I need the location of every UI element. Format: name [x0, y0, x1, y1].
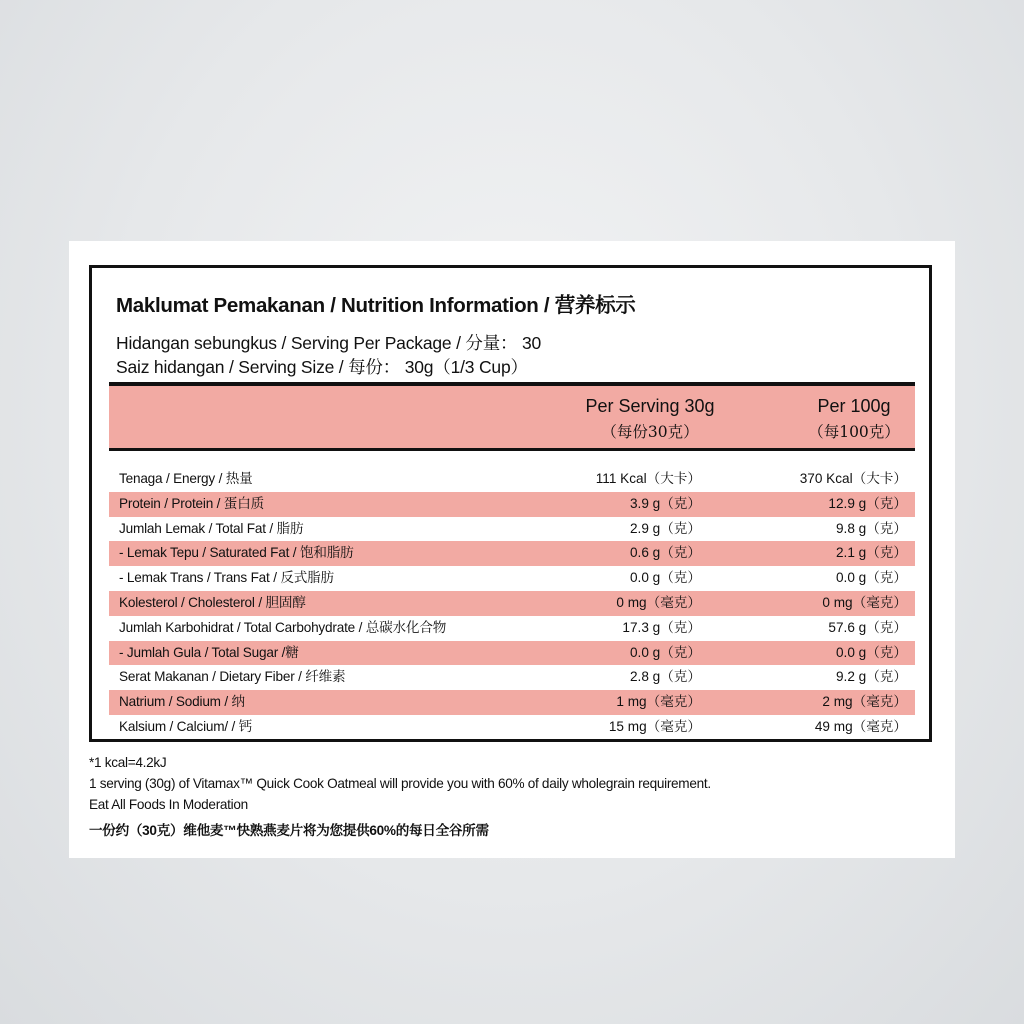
- per-serving-value: 2.8 g（克）: [629, 669, 701, 685]
- table-row: [109, 541, 915, 566]
- per-serving-value: 15 mg（毫克）: [608, 718, 701, 734]
- serving-per-package: Hidangan sebungkus / Serving Per Package / 分量： 30: [116, 333, 542, 353]
- per-serving-value: 0.6 g（克）: [629, 545, 701, 561]
- per-100g-value: 9.2 g（克）: [835, 669, 907, 685]
- column-header-sub: （每份30克）: [601, 423, 699, 441]
- per-100g-value: 12.9 g（克）: [828, 495, 907, 511]
- nutrition-card: [69, 241, 955, 858]
- per-100g-value: 57.6 g（克）: [828, 619, 907, 635]
- table-row: [109, 715, 915, 740]
- column-header-label: Per 100g: [817, 396, 891, 416]
- nutrient-name: Protein / Protein / 蛋白质: [119, 495, 264, 511]
- column-header-sub: （每100克）: [808, 423, 900, 441]
- table-row: [109, 641, 915, 666]
- column-header-band: [109, 386, 915, 448]
- per-serving-value: 0 mg（毫克）: [616, 594, 701, 610]
- table-row: [109, 690, 915, 715]
- nutrient-name: - Lemak Tepu / Saturated Fat / 饱和脂肪: [119, 545, 354, 561]
- per-serving-value: 3.9 g（克）: [629, 495, 701, 511]
- footnote-moderation: Eat All Foods In Moderation: [89, 797, 248, 812]
- nutrient-name: Kalsium / Calcium/ / 钙: [119, 718, 253, 734]
- per-100g-value: 0.0 g（克）: [835, 644, 907, 660]
- per-serving-value: 1 mg（毫克）: [616, 694, 701, 710]
- nutrition-table-frame: [89, 265, 932, 742]
- table-row: [109, 665, 915, 690]
- nutrient-name: - Jumlah Gula / Total Sugar /糖: [119, 644, 299, 660]
- per-serving-value: 17.3 g（克）: [622, 619, 701, 635]
- nutrient-name: Tenaga / Energy / 热量: [119, 471, 253, 486]
- nutrient-name: Natrium / Sodium / 纳: [119, 694, 245, 710]
- per-serving-value: 0.0 g（克）: [629, 644, 701, 660]
- nutrient-name: Jumlah Karbohidrat / Total Carbohydrate / 总碳水化合物: [119, 619, 447, 635]
- table-row: [109, 517, 915, 542]
- per-100g-value: 0.0 g（克）: [835, 570, 907, 586]
- label-title: Maklumat Pemakanan / Nutrition Information / 营养标示: [116, 294, 636, 317]
- per-serving-value: 0.0 g（克）: [629, 570, 701, 586]
- nutrient-name: Kolesterol / Cholesterol / 胆固醇: [119, 594, 306, 610]
- table-row: [109, 566, 915, 591]
- header-rule: [109, 448, 915, 451]
- column-header-per-100g: [799, 396, 909, 442]
- per-100g-value: 49 mg（毫克）: [814, 718, 907, 734]
- table-row: [109, 467, 915, 492]
- footnote-chinese: 一份约（30克）维他麦™快熟燕麦片将为您提供60%的每日全谷所需: [89, 823, 489, 838]
- per-100g-value: 2.1 g（克）: [835, 545, 907, 561]
- nutrient-name: Jumlah Lemak / Total Fat / 脂肪: [119, 520, 304, 536]
- table-row: [109, 616, 915, 641]
- footnote-kcal: *1 kcal=4.2kJ: [89, 755, 167, 770]
- per-serving-value: 111 Kcal（大卡）: [595, 471, 701, 486]
- column-header-per-serving: [565, 396, 735, 442]
- per-100g-value: 0 mg（毫克）: [822, 594, 907, 610]
- nutrient-name: - Lemak Trans / Trans Fat / 反式脂肪: [119, 570, 334, 586]
- per-100g-value: 2 mg（毫克）: [822, 694, 907, 710]
- table-row: [109, 591, 915, 616]
- serving-size: Saiz hidangan / Serving Size / 每份： 30g（1/3 Cup）: [116, 357, 528, 377]
- nutrient-name: Serat Makanan / Dietary Fiber / 纤维素: [119, 669, 346, 685]
- nutrient-rows: [109, 467, 915, 740]
- footnote-wholegrain: 1 serving (30g) of Vitamax™ Quick Cook Oatmeal will provide you with 60% of daily wholegrain requirement.: [89, 776, 711, 791]
- per-100g-value: 9.8 g（克）: [835, 520, 907, 536]
- table-row: [109, 492, 915, 517]
- per-serving-value: 2.9 g（克）: [629, 520, 701, 536]
- per-100g-value: 370 Kcal（大卡）: [799, 471, 907, 486]
- column-header-label: Per Serving 30g: [585, 396, 715, 416]
